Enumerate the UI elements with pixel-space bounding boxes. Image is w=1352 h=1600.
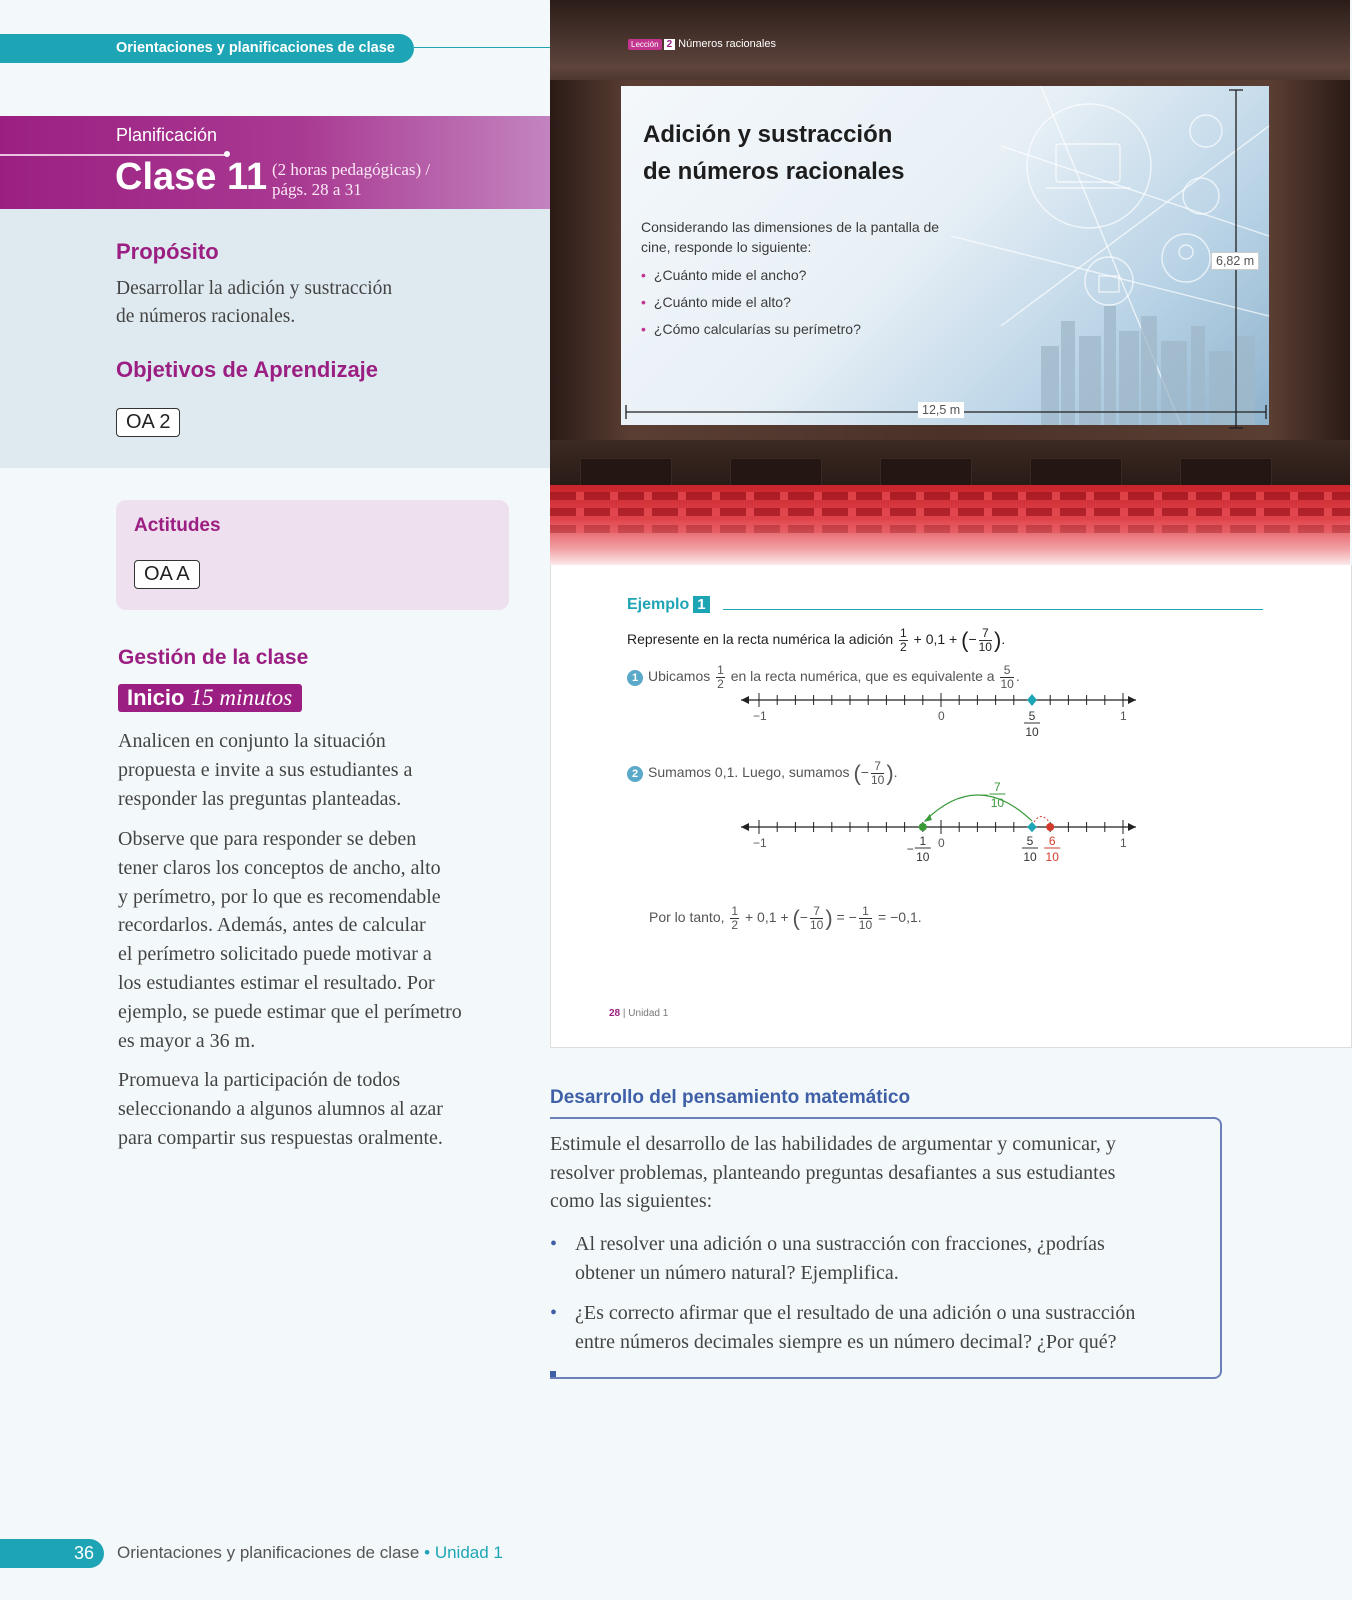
- proposito-title: Propósito: [116, 239, 219, 264]
- fraction-denominator: 10: [990, 796, 1005, 810]
- jump-arrow: [925, 795, 1032, 821]
- text-line: Promueva la participación de todos: [118, 1069, 401, 1091]
- result-text: Por lo tanto,: [649, 909, 725, 926]
- arrow-left-icon: [741, 823, 749, 831]
- fraction-sign: −: [981, 788, 989, 802]
- planificacion-band: [0, 116, 550, 209]
- clase-title: Clase 11: [115, 156, 268, 198]
- example-number: 1: [693, 596, 709, 613]
- screen-question: • ¿Cuánto mide el ancho?: [641, 267, 807, 283]
- proposito-line: Desarrollar la adición y sustracción: [116, 278, 393, 299]
- gestion-paragraph-2: [118, 825, 518, 1055]
- example-label: Ejemplo: [627, 596, 690, 613]
- screen-title-line: de números racionales: [643, 158, 905, 185]
- lesson-label: Lección: [628, 39, 662, 50]
- step-2: 2 Sumamos 0,1. Luego, sumamos (− $\frac{7}{10}$ ).: [627, 760, 898, 787]
- tick-label: 0: [938, 836, 945, 850]
- small-jump: [1034, 817, 1049, 823]
- text-line: y perímetro, por lo que es recomendable: [118, 885, 441, 908]
- text-line: es mayor a 36 m.: [118, 1029, 256, 1052]
- fraction: $\frac{5}{10}$: [1000, 663, 1014, 691]
- text-line: obtener un número natural? Ejemplifica.: [575, 1261, 899, 1284]
- tick-label: 1: [1120, 709, 1127, 723]
- lesson-title: Números racionales: [678, 38, 776, 50]
- gestion-paragraph-3: [118, 1066, 518, 1152]
- tick-label: −1: [753, 836, 767, 850]
- text-line: Observe que para responder se deben: [118, 828, 417, 850]
- text-line: Estimule el desarrollo de las habilidades de argumentar y comunicar, y: [550, 1133, 1116, 1155]
- text-line: propuesta e invite a sus estudiantes a: [118, 758, 413, 781]
- statement-text: Represente en la recta numérica la adición: [627, 631, 894, 648]
- screen-question: • ¿Cómo calcularías su perímetro?: [641, 321, 861, 337]
- footer-sep: •: [424, 1543, 431, 1562]
- fraction-numerator: 6: [1048, 834, 1056, 848]
- text-line: tener claros los conceptos de ancho, alto: [118, 856, 441, 879]
- tick-label: 1: [1120, 836, 1127, 850]
- text-line: los estudiantes estimar el resultado. Por: [118, 971, 435, 994]
- textbook-page-footer: 28 | Unidad 1: [609, 1008, 669, 1019]
- proposito-line: de números racionales.: [116, 306, 296, 327]
- example-rule: [723, 609, 1263, 610]
- fraction: $\frac{7}{10}$: [978, 626, 992, 654]
- text-line: entre números decimales siempre es un número decimal? ¿Por qué?: [575, 1330, 1117, 1353]
- oa-code-badge: OA 2: [116, 408, 180, 437]
- text-line: ¿Es correcto afirmar que el resultado de una adición o una sustracción: [575, 1302, 1136, 1324]
- inicio-badge: [118, 684, 302, 712]
- text-line: responder las preguntas planteadas.: [118, 787, 402, 810]
- text-line: el perímetro solicitado puede motivar a: [118, 943, 432, 966]
- step-number: 1: [627, 670, 643, 686]
- example-title: [627, 596, 710, 614]
- fraction-sign: −: [906, 842, 914, 856]
- desarrollo-bullet: [550, 1230, 1200, 1287]
- fraction: $\frac{1}{2}$: [900, 626, 907, 654]
- tick-label: 0: [938, 709, 945, 723]
- width-label: 12,5 m: [918, 402, 964, 418]
- fraction-numerator: 5: [1026, 834, 1034, 848]
- footer-text: Orientaciones y planificaciones de clase: [117, 1543, 420, 1562]
- fraction-numerator: 1: [919, 834, 927, 848]
- text-line: resolver problemas, planteando preguntas desafiantes a sus estudiantes: [550, 1161, 1116, 1184]
- gestion-paragraph-1: [118, 727, 518, 813]
- screen-intro: Considerando las dimensiones de la pantalla de cine, responde lo siguiente:: [641, 219, 940, 255]
- header-rule: [414, 47, 550, 48]
- inicio-label: Inicio: [127, 685, 185, 710]
- bullet-icon: •: [550, 1233, 558, 1255]
- marked-point: [1027, 694, 1037, 706]
- gestion-title: Gestión de la clase: [118, 646, 309, 669]
- fraction-denominator: 10: [1025, 725, 1039, 739]
- section-header: [0, 34, 414, 63]
- question-text: ¿Cómo calcularías su perímetro?: [653, 321, 861, 337]
- step-text: Ubicamos: [648, 668, 711, 685]
- desarrollo-bullet: [550, 1299, 1200, 1356]
- screen-question: • ¿Cuánto mide el alto?: [641, 294, 791, 310]
- step-1: 1 Ubicamos $\frac{1}{2}$ en la recta numérica, que es equivalente a $\frac{5}{10}$ .: [627, 664, 1020, 691]
- textbook-cinema-image: [550, 0, 1350, 570]
- text-line: seleccionando a algunos alumnos al azar: [118, 1097, 443, 1120]
- fraction: $\frac{1}{2}$: [731, 904, 739, 932]
- text-line: ejemplo, se puede estimar que el perímetro: [118, 1000, 462, 1023]
- desarrollo-title: Desarrollo del pensamiento matemático: [550, 1087, 911, 1108]
- result-line: Por lo tanto, $\frac{1}{2}$ + 0,1 + (− $\frac{7}{10}$ ) = − $\frac{1}{10}$ = −0,1.: [649, 904, 922, 932]
- plan-label: Planificación: [116, 125, 218, 145]
- clase-hours: [272, 160, 430, 200]
- proposito-panel: [0, 209, 550, 468]
- seat-row: [550, 508, 1350, 516]
- arrow-right-icon: [1128, 823, 1136, 831]
- number-line-1: [731, 690, 1151, 745]
- textbook-page: [550, 565, 1352, 1048]
- seat-row: [550, 525, 1350, 533]
- inicio-time: 15 minutos: [190, 685, 293, 710]
- text-line: Analicen en conjunto la situación: [118, 730, 386, 752]
- desarrollo-intro: [550, 1130, 1200, 1216]
- fraction-denominator: 10: [1045, 850, 1059, 864]
- step-text: Sumamos 0,1. Luego, sumamos: [648, 764, 850, 781]
- height-label: 6,82 m: [1211, 252, 1259, 270]
- screen-title-line: Adición y sustracción: [643, 121, 893, 148]
- tick-label: −1: [753, 709, 767, 723]
- seat-row: [550, 492, 1350, 500]
- page-number-pill: [0, 1539, 104, 1568]
- fraction: $\frac{7}{10}$: [809, 904, 824, 932]
- question-text: ¿Cuánto mide el ancho?: [653, 267, 807, 283]
- objetivos-title: Objetivos de Aprendizaje: [116, 357, 379, 382]
- fraction: $\frac{1}{10}$: [858, 904, 873, 932]
- text-line: Al resolver una adición o una sustracción con fracciones, ¿podrías: [575, 1233, 1105, 1255]
- clase-pages-line: págs. 28 a 31: [272, 180, 362, 199]
- textbook-page-unit: Unidad 1: [628, 1008, 669, 1019]
- text-line: para compartir sus respuestas oralmente.: [118, 1126, 443, 1149]
- footer-unit: Unidad 1: [434, 1543, 503, 1562]
- proposito-text: [116, 275, 392, 331]
- fraction-numerator: 7: [994, 780, 1001, 794]
- point-result: [919, 823, 927, 831]
- fraction-denominator: 10: [916, 850, 930, 864]
- fraction: $\frac{1}{2}$: [717, 663, 724, 691]
- lesson-number: 2: [664, 39, 676, 50]
- actitudes-panel: [116, 500, 509, 610]
- text-line: como las siguientes:: [550, 1190, 713, 1212]
- desarrollo-end-mark: [550, 1371, 556, 1377]
- section-header-text: Orientaciones y planificaciones de clase: [116, 40, 395, 56]
- text-line: recordarlos. Además, antes de calcular: [118, 914, 426, 937]
- page-footer: [117, 1543, 503, 1563]
- fraction: $\frac{7}{10}$: [870, 759, 885, 787]
- textbook-page-number: 28: [609, 1008, 621, 1019]
- number-line-2: [731, 780, 1151, 873]
- point-intermediate: [1046, 823, 1054, 831]
- fraction-denominator: 10: [1023, 850, 1037, 864]
- actitudes-title: Actitudes: [134, 515, 221, 536]
- point-start: [1027, 822, 1037, 832]
- fraction-numerator: 5: [1028, 709, 1036, 723]
- actitudes-code-badge: OA A: [134, 560, 200, 589]
- example-statement: Represente en la recta numérica la adición $\frac{1}{2}$ + 0,1 + (− $\frac{7}{10}$ ).: [627, 626, 1006, 654]
- arrow-left-icon: [741, 696, 749, 704]
- step-text: en la recta numérica, que es equivalente a: [730, 668, 995, 685]
- arrow-right-icon: [1128, 696, 1136, 704]
- page-number: 36: [73, 1543, 94, 1563]
- dimension-lines: [550, 0, 1350, 440]
- bullet-icon: •: [550, 1302, 558, 1324]
- question-text: ¿Cuánto mide el alto?: [653, 294, 791, 310]
- step-number: 2: [627, 766, 643, 782]
- clase-hours-line1: (2 horas pedagógicas) /: [272, 160, 431, 179]
